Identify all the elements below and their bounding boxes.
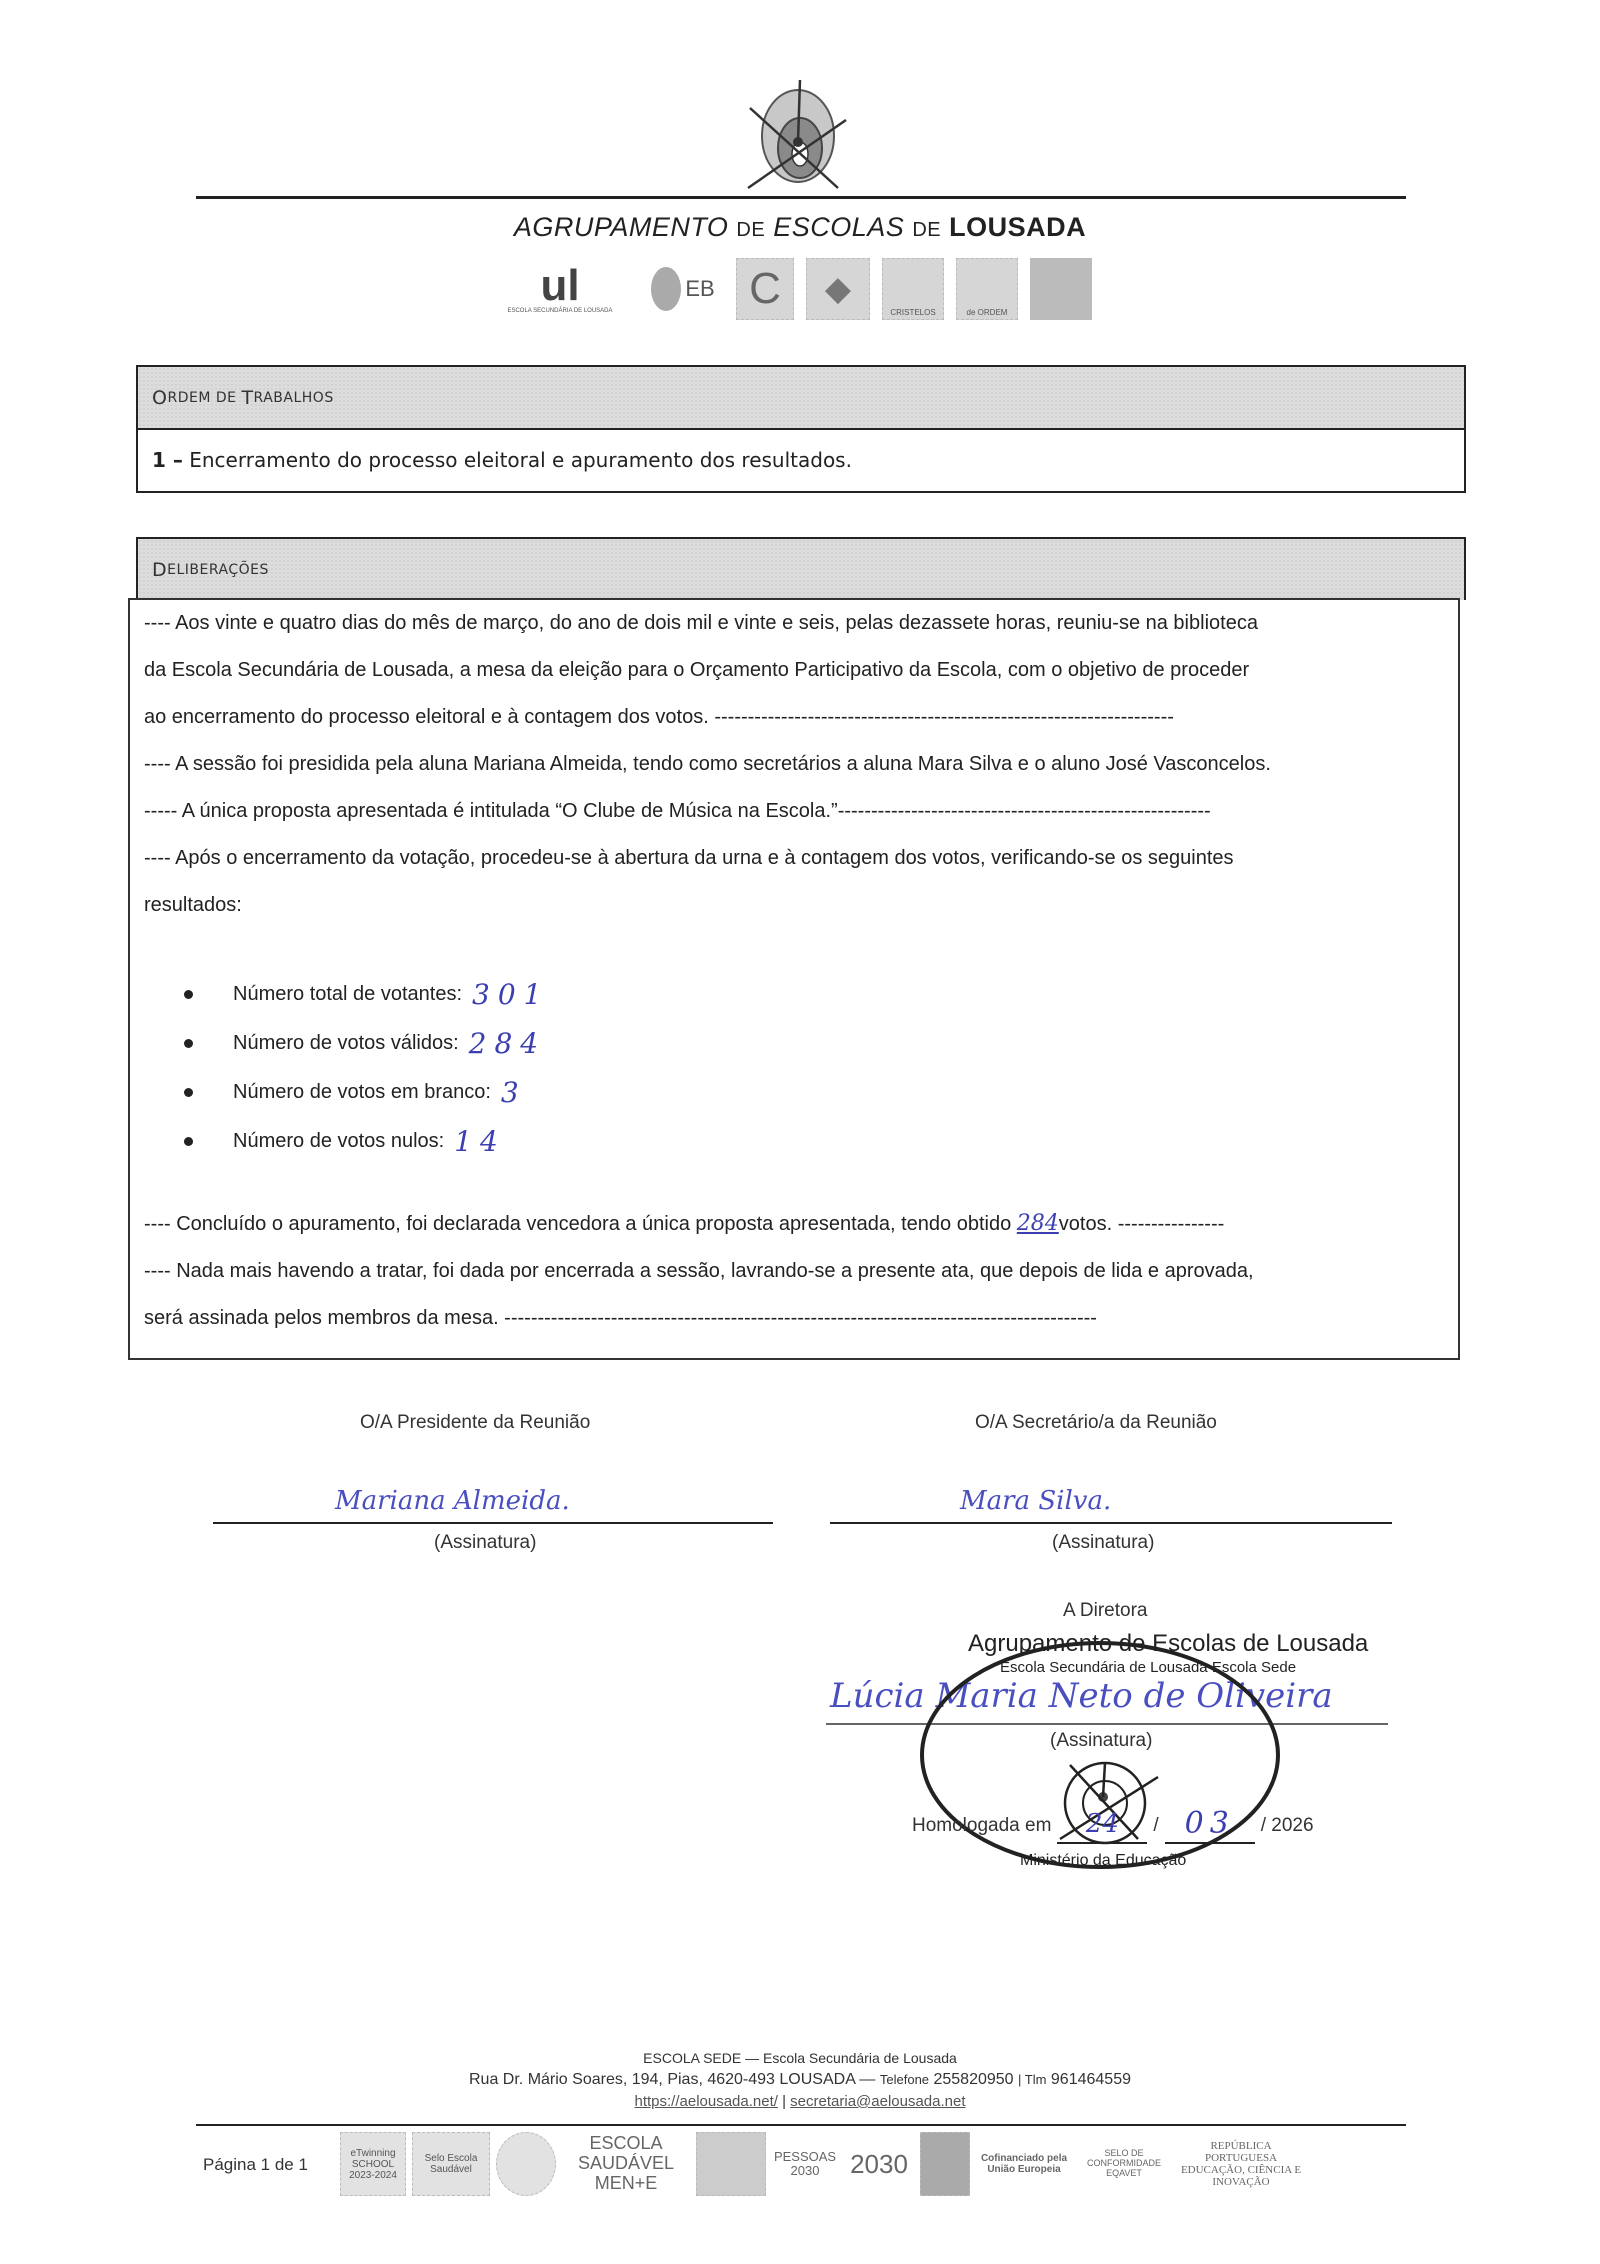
paragraph-line: será assinada pelos membros da mesa. ----------------------------------------------------------------------------------------- (144, 1307, 1097, 1329)
director-signature: Lúcia Maria Neto de Oliveira (830, 1676, 1333, 1716)
stamp-inner-text: Escola Secundária de Lousada Escola Sede (1000, 1659, 1297, 1676)
eco-escolas-logo (496, 2132, 556, 2196)
paragraph-line: da Escola Secundária de Lousada, a mesa da eleição para o Orçamento Participativo da Escola, com o objetivo de proceder (144, 659, 1250, 681)
conclusion-text: votos. ---------------- (1058, 1213, 1225, 1235)
c-mark-icon: C (749, 264, 781, 313)
funding-badge-logo (696, 2132, 766, 2196)
logo-caption: CRISTELOS (890, 308, 936, 317)
homologada-label: Homologada em (912, 1815, 1052, 1836)
cofinanciado-ue-logo: Cofinanciado pela União Europeia (980, 2153, 1068, 2175)
footer-separator: | (782, 2093, 786, 2110)
result-value: 14 (454, 1125, 506, 1158)
org-title-de: DE (912, 219, 942, 241)
stamp-bottom-text: Ministério da Educação (1020, 1852, 1187, 1869)
eb-cristelos-logo (882, 258, 944, 320)
eb-ordem-logo (956, 258, 1018, 320)
paragraph-line: resultados: (144, 894, 242, 916)
deliberacoes-body (128, 598, 1460, 1360)
results-list (170, 970, 549, 1166)
bullet-icon (184, 1088, 193, 1097)
footer-email-link[interactable]: secretaria@aelousada.net (790, 2093, 966, 2110)
homologada-year: / 2026 (1260, 1815, 1314, 1836)
stamp-outer-text: Agrupamento de Escolas de Lousada (968, 1630, 1369, 1657)
school-logos (490, 250, 1092, 320)
footer-tlm: 961464559 (1050, 2071, 1131, 2088)
paragraph-line: ---- Aos vinte e quatro dias do mês de março, do ano de dois mil e vinte e seis, pelas dezassete horas, reuniu-se na biblioteca (144, 612, 1258, 634)
item-number: 1 – (152, 448, 183, 472)
school-crest-logo (738, 78, 854, 194)
result-value: 284 (468, 1027, 547, 1060)
secretary-signature-line (830, 1522, 1392, 1524)
kite-logo (806, 258, 870, 320)
paragraph-line: ---- Nada mais havendo a tratar, foi dada por encerrada a sessão, lavrando-se a presente ata, que depois de lida e aprovada, (144, 1260, 1254, 1282)
president-signature-line (213, 1522, 773, 1524)
homologada-day: 24 (1057, 1806, 1147, 1844)
paragraph-line: ----- A única proposta apresentada é intitulada “O Clube de Música na Escola.”-------------------------------------------------------- (144, 800, 1211, 822)
org-title-part: ESCOLAS (773, 212, 905, 242)
conclusion-line (144, 1211, 1444, 1237)
school-c-logo (736, 258, 794, 320)
ordem-item (136, 429, 1466, 493)
assinatura-label: (Assinatura) (1050, 1730, 1153, 1751)
logo-caption: EB (685, 276, 715, 301)
item-text: Encerramento do processo eleitoral e apuramento dos resultados. (182, 448, 852, 472)
result-item (170, 1068, 549, 1117)
bullet-icon (184, 990, 193, 999)
result-label: Número de votos nulos: (233, 1130, 445, 1152)
logo-caption: ESCOLA SECUNDÁRIA DE LOUSADA (507, 308, 613, 314)
footer-links (0, 2093, 1600, 2111)
selo-escola-saudavel-logo: Selo Escola Saudável (412, 2132, 490, 2196)
heading-letter: O (152, 386, 168, 409)
director-label: A Diretora (1063, 1600, 1148, 1621)
org-title-de: DE (736, 219, 766, 241)
date-separator: / (1153, 1815, 1159, 1836)
footer-address-text: Rua Dr. Mário Soares, 194, Pias, 4620-493 LOUSADA — (469, 2071, 876, 2088)
eb-professor-logo (642, 258, 724, 320)
bullet-icon (184, 1137, 193, 1146)
logo-caption: de ORDEM (966, 308, 1008, 317)
footer-rule (196, 2124, 1406, 2126)
result-value: 301 (472, 978, 550, 1011)
org-title-part: AGRUPAMENTO (513, 212, 729, 242)
paragraph-line: ---- Após o encerramento da votação, procedeu-se à abertura da urna e à contagem dos votos, verificando-se os seguintes (144, 847, 1234, 869)
org-title (0, 212, 1600, 243)
page-number: Página 1 de 1 (203, 2155, 308, 2174)
etwinning-school-logo: eTwinning SCHOOL 2023-2024 (340, 2132, 406, 2196)
selo-conformidade-equavet-logo: SELO DE CONFORMIDADE EQAVET (1087, 2148, 1161, 2178)
heading-text: RABALHOS (253, 389, 334, 406)
footer-address (0, 2070, 1600, 2089)
ul-mark-icon: ul (540, 261, 580, 310)
result-item (170, 1019, 549, 1068)
secretary-signature: Mara Silva. (960, 1486, 1112, 1516)
republica-portuguesa-logo: REPÚBLICA PORTUGUESA EDUCAÇÃO, CIÊNCIA E INOVAÇÃO (1180, 2139, 1302, 2189)
escola-saudavel-mente-logo: ESCOLA SAUDÁVEL MEN+E (577, 2133, 675, 2193)
conclusion-text: ---- Concluído o apuramento, foi declarada vencedora a única proposta apresentada, tendo obtido (144, 1213, 1017, 1235)
result-item (170, 970, 549, 1019)
escola-secundaria-lousada-logo (490, 258, 630, 320)
result-label: Número de votos em branco: (233, 1081, 491, 1103)
assinatura-label: (Assinatura) (434, 1532, 537, 1553)
kite-icon: ◆ (824, 270, 852, 308)
bullet-icon (184, 1039, 193, 1048)
heading-letter: T (241, 386, 254, 409)
children-logo (1030, 258, 1092, 320)
heading-text: ELIBERAÇÕES (167, 561, 269, 578)
footer-school-name: ESCOLA SEDE — Escola Secundária de Lousada (643, 2050, 957, 2066)
homologada-month: 03 (1165, 1806, 1255, 1844)
president-signature: Mariana Almeida. (335, 1486, 570, 1516)
deliberacoes-heading (136, 537, 1466, 600)
footer-logos (340, 2132, 1306, 2196)
result-label: Número de votos válidos: (233, 1032, 459, 1054)
result-label: Número total de votantes: (233, 983, 463, 1005)
footer-website-link[interactable]: https://aelousada.net/ (634, 2093, 778, 2110)
paragraph-line: ---- A sessão foi presidida pela aluna Mariana Almeida, tendo como secretários a aluna Mara Silva e o aluno José Vasconcelos. (144, 753, 1271, 775)
portrait-icon (651, 267, 681, 311)
paragraph-line: ao encerramento do processo eleitoral e à contagem dos votos. --------------------------------------------------------------------- (144, 706, 1174, 728)
eu-flag-logo (920, 2132, 970, 2196)
footer-phone-label: Telefone (879, 2072, 930, 2087)
assinatura-label: (Assinatura) (1052, 1532, 1155, 1553)
footer-tlm-label: | Tlm (1018, 2072, 1047, 2087)
org-title-part: LOUSADA (949, 212, 1087, 242)
pessoas-2030-logo: PESSOAS 2030 (773, 2148, 837, 2178)
conclusion-value: 284 (1016, 1211, 1059, 1236)
president-label: O/A Presidente da Reunião (360, 1412, 591, 1433)
footer-phone: 255820950 (933, 2071, 1014, 2088)
result-item (170, 1117, 549, 1166)
secretary-label: O/A Secretário/a da Reunião (975, 1412, 1217, 1433)
heading-text: RDEM DE (167, 389, 242, 406)
homologada-line (912, 1806, 1314, 1844)
heading-letter: D (152, 558, 168, 581)
result-value: 3 (500, 1076, 527, 1109)
portugal-2030-logo: 2030 (850, 2148, 908, 2179)
header-rule (196, 196, 1406, 199)
ordem-heading (136, 365, 1466, 430)
